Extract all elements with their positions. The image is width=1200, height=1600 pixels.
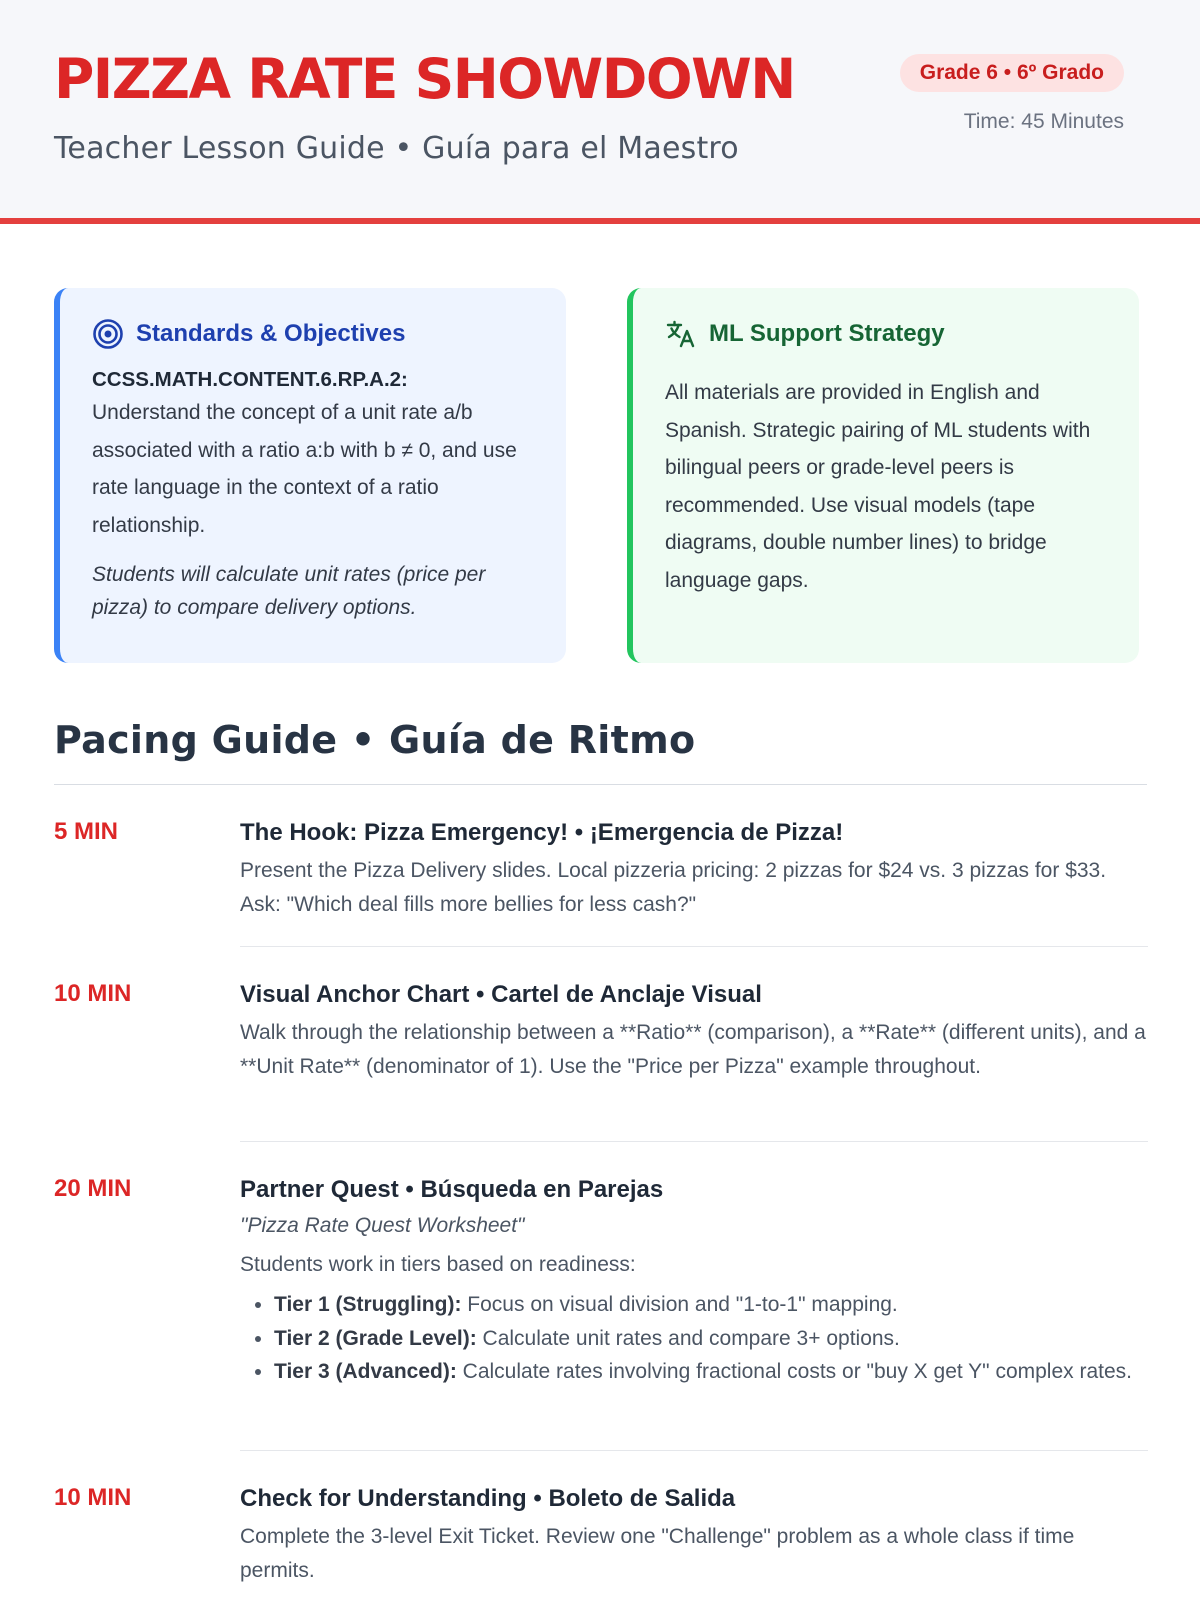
tier-text: Focus on visual division and "1-to-1" mapping. <box>467 1293 898 1316</box>
worksheet-name: "Pizza Rate Quest Worksheet" <box>240 1214 525 1237</box>
tier-label: Tier 1 (Struggling): <box>274 1293 462 1316</box>
list-item <box>274 1288 1148 1322</box>
standard-text: Understand the concept of a unit rate a/b associated with a ratio a:b with b ≠ 0, and use rate language in the context of a ratio relationship. <box>92 401 517 537</box>
tiers-intro: Students work in tiers based on readiness: <box>240 1253 636 1276</box>
list-item <box>274 1322 1148 1356</box>
standards-card-header <box>92 312 536 356</box>
tier-text: Calculate rates involving fractional costs or "buy X get Y" complex rates. <box>462 1360 1133 1383</box>
standards-title: Standards & Objectives <box>136 320 406 347</box>
pacing-duration: 10 MIN <box>54 1484 132 1511</box>
page-title: PIZZA RATE SHOWDOWN <box>54 47 795 111</box>
tier-label: Tier 3 (Advanced): <box>274 1360 457 1383</box>
tier-label: Tier 2 (Grade Level): <box>274 1326 477 1350</box>
pacing-duration: 20 MIN <box>54 1175 132 1202</box>
pacing-divider <box>240 1141 1148 1142</box>
page-subtitle: Teacher Lesson Guide • Guía para el Maestro <box>54 131 739 166</box>
standard-code: CCSS.MATH.CONTENT.6.RP.A.2: <box>92 368 408 391</box>
lesson-time: Time: 45 Minutes <box>963 110 1124 133</box>
pacing-divider <box>240 1450 1148 1451</box>
ml-support-text: All materials are provided in English and Spanish. Strategic pairing of ML students with bilingual peers or grade-level peers is recommended. Use visual models (tape diagrams, double number lines) to bridge language gaps. <box>665 381 1091 592</box>
pacing-item-desc: Present the Pizza Delivery slides. Local pizzeria pricing: 2 pizzas for $24 vs. 3 pizzas for $33. Ask: "Which deal fills more bellies for less cash?" <box>240 859 1107 916</box>
tier-list <box>240 1288 1148 1389</box>
pacing-item-title: Visual Anchor Chart • Cartel de Anclaje Visual <box>240 981 762 1008</box>
translate-icon <box>665 318 697 350</box>
list-item <box>274 1355 1148 1389</box>
pacing-guide-title: Pacing Guide • Guía de Ritmo <box>54 718 696 762</box>
standards-card <box>54 288 566 663</box>
learning-objective: Students will calculate unit rates (price per pizza) to compare delivery options. <box>92 563 486 619</box>
ml-support-header <box>665 312 1109 356</box>
pacing-item-desc: Walk through the relationship between a **Ratio** (comparison), a **Rate** (different units), and a **Unit Rate** (denominator of 1). Use the "Price per Pizza" example throughout. <box>240 1021 1146 1078</box>
pacing-item-title: Partner Quest • Búsqueda en Parejas <box>240 1176 664 1203</box>
ml-support-title: ML Support Strategy <box>709 320 945 347</box>
pacing-divider <box>240 946 1148 947</box>
tier-text: Calculate unit rates and compare 3+ options. <box>482 1326 900 1350</box>
header <box>0 0 1200 224</box>
pacing-item-desc: Complete the 3-level Exit Ticket. Review one "Challenge" problem as a whole class if time permits. <box>240 1525 1075 1582</box>
pacing-duration: 10 MIN <box>54 980 132 1007</box>
pacing-item-title: The Hook: Pizza Emergency! • ¡Emergencia de Pizza! <box>240 819 844 846</box>
ml-support-card <box>627 288 1139 663</box>
section-divider <box>54 784 1147 785</box>
pacing-duration: 5 MIN <box>54 818 119 845</box>
target-icon <box>92 318 124 350</box>
grade-badge: Grade 6 • 6º Grado <box>900 54 1124 92</box>
pacing-item-title: Check for Understanding • Boleto de Salida <box>240 1485 736 1512</box>
